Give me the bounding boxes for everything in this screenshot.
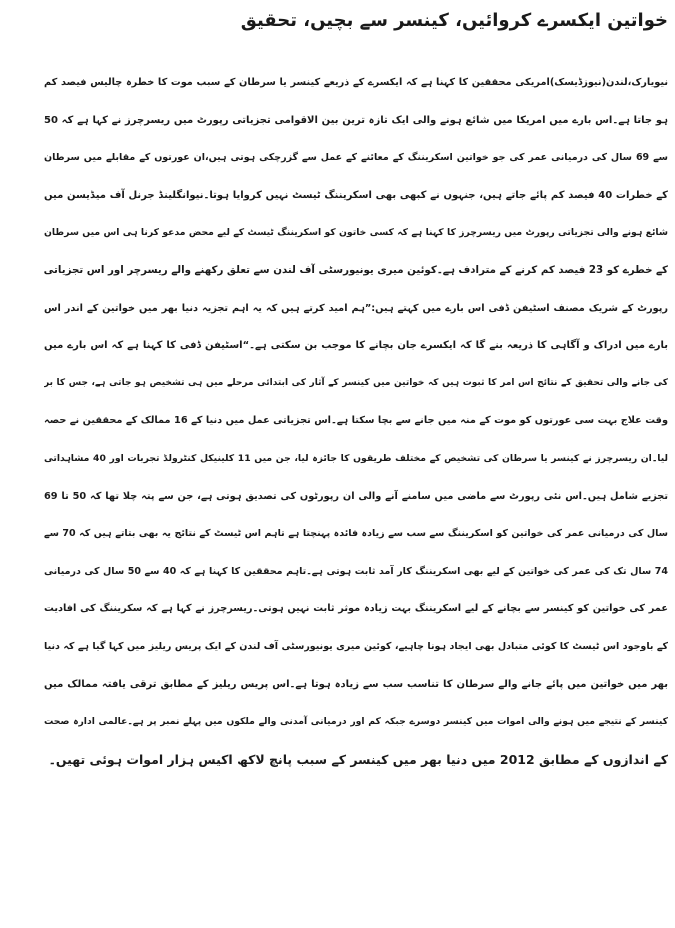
article-headline: خواتین ایکسرے کروائیں، کینسر سے بچیں، تحقیق <box>240 10 668 31</box>
article-line: سے 69 سال کی درمیانی عمر کی جو خواتین اسکریننگ کے معائنے کے عمل سے گزرچکی ہوتی ہیں،ان عورتوں کے مقابلے میں سرطان <box>44 152 668 164</box>
article-line: کے خطرات 40 فیصد کم پائے جاتے ہیں، جنہوں نے کبھی بھی اسکریننگ ٹیسٹ نہیں کروایا ہوتا۔نیوانگلینڈ جرنل آف میڈیسن میں <box>44 189 668 201</box>
article-line: کے باوجود اس ٹیسٹ کا کوئی متبادل بھی ایجاد ہونا چاہیے، کوئین میری یونیورسٹی آف لندن کے ایک پریس ریلیز میں کہا گیا ہے کہ دنیا <box>44 640 668 652</box>
article-line: بارے میں ادراک و آگاہی کا ذریعہ بنے گا کہ ایکسرے جان بچانے کا موجب بن سکتی ہے۔“اسٹیفن ڈفی کا کہنا ہے کہ اس بارے میں <box>44 340 668 352</box>
article-line: تجزیے شامل ہیں۔اس نئی رپورٹ سے ماضی میں سامنے آنے والی ان رپورٹوں کی تصدیق ہوتی ہے، جن سے پتہ چلا تھا کہ 50 تا 69 <box>44 490 668 502</box>
article-line: عمر کی خواتین کو کینسر سے بچانے کے لیے اسکریننگ بہت زیادہ موثر ثابت نہیں ہوتی۔ریسرچرز نے کہا ہے کہ سکریننگ کی افادیت <box>44 603 668 615</box>
article-line: کے اندازوں کے مطابق 2012 میں دنیا بھر میں کینسر کے سبب پانچ لاکھ اکیس ہزار اموات ہوئی تھیں۔ <box>48 751 668 767</box>
article-line: بھر میں خواتین میں پائے جانے والے سرطان کا تناسب سب سے زیادہ ہوتا ہے۔اس پریس ریلیز کے مطابق ترقی یافتہ ممالک میں <box>44 678 668 690</box>
article-line: سال کی درمیانی عمر کی خواتین کو اسکریننگ سے سب سے زیادہ فائدہ پہنچتا ہے تاہم اس ٹیسٹ کے نتائج یہ بھی بتاتے ہیں کہ 70 سے <box>44 528 668 540</box>
article-body <box>44 64 668 778</box>
article-line: رپورٹ کے شریک مصنف اسٹیفن ڈفی اس بارے میں کہتے ہیں:”ہم امید کرتے ہیں کہ یہ اہم تجزیہ دنیا بھر میں خواتین کے اندر اس <box>44 302 668 314</box>
article-line: لیا۔ان ریسرچرز نے کینسر یا سرطان کی تشخیص کے مختلف طریقوں کا جائزہ لیا، جن میں 11 کلینیکل کنٹرولڈ تجربات اور 40 مشاہداتی <box>44 452 668 464</box>
article-line: کینسر کے نتیجے میں ہونے والی اموات میں کینسر دوسرے جبکہ کم اور درمیانی آمدنی والے ملکوں میں پہلے نمبر پر ہے۔عالمی ادارہ صحت <box>44 716 668 728</box>
article-line: شائع ہونے والی تجزیاتی رپورٹ میں ریسرچرز کا کہنا ہے کہ کسی خاتون کو اسکریننگ ٹیسٹ کے لیے محض مدعو کرنا ہی اس میں سرطان <box>44 227 668 239</box>
news-article <box>44 0 668 778</box>
article-line: کی جانے والی تحقیق کے نتائج اس امر کا ثبوت ہیں کہ خواتین میں کینسر کے آثار کی ابتدائی مرحلے میں ہی تشخیص ہو جاتی ہے، جس کا بر <box>44 377 668 388</box>
article-line: وقت علاج بہت سی عورتوں کو موت کے منہ میں جانے سے بچا سکتا ہے۔اس تجزیاتی عمل میں دنیا کے 16 ممالک کے محققین نے حصہ <box>44 415 668 427</box>
article-line: 74 سال تک کی عمر کی خواتین کے لیے بھی اسکریننگ کار آمد ثابت ہوتی ہے۔تاہم محققین کا کہنا ہے کہ 40 سے 50 سال کی درمیانی <box>44 565 668 577</box>
article-line: ہو جاتا ہے۔اس بارے میں امریکا میں شائع ہونے والی ایک تازہ ترین بین الاقوامی تجزیاتی رپورٹ میں ریسرچرز نے کہا ہے کہ 50 <box>44 114 668 126</box>
article-line: کے خطرے کو 23 فیصد کم کرنے کے مترادف ہے۔کوئین میری یونیورسٹی آف لندن سے تعلق رکھنے والے ریسرچر اور اس تجزیاتی <box>44 263 668 276</box>
article-line: نیویارک،لندن(نیوزڈیسک)امریکی محققین کا کہنا ہے کہ ایکسرے کے ذریعے کینسر یا سرطان کے سبب موت کا خطرہ چالیس فیصد کم <box>44 77 668 88</box>
